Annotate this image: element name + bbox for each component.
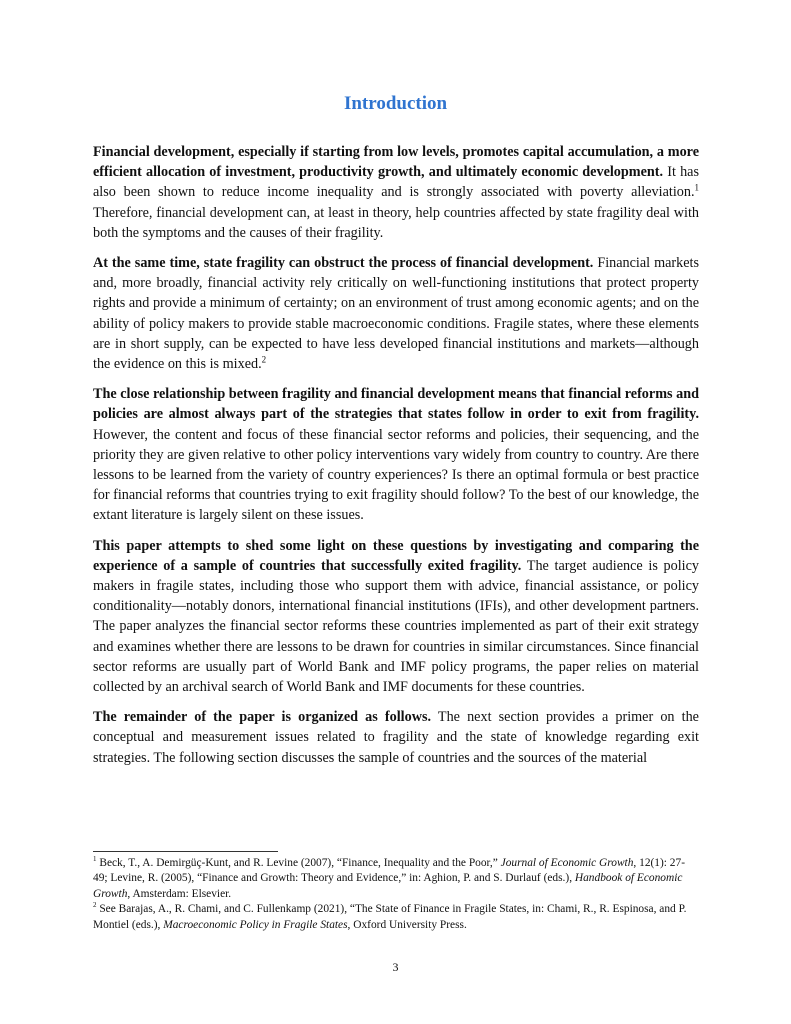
paragraph-lead: At the same time, state fragility can obstruct the process of financial development. [93,255,594,272]
footnote-text: , 12(1): 27-49; Levine, R. (2005), “Finance and Growth: Theory and Evidence,” in: Aghion, P. and S. Durlauf (eds.), [93,857,685,885]
footnote-text: , Amsterdam: Elsevier. [127,887,232,900]
footnote-journal: Journal of Economic Growth [500,857,634,869]
paragraph-text: Therefore, financial development can, at least in theory, help countries affected by state fragility deal with both the symptoms and the causes of their fragility. [93,204,699,241]
footnote-book: Macroeconomic Policy in Fragile States [163,918,348,931]
footnote-text: Beck, T., A. Demirgüç-Kunt, and R. Levine (2007), “Finance, Inequality and the Poor,” [96,857,501,869]
body-text [93,142,699,778]
footnote-text: See Barajas, A., R. Chami, and C. Fullenkamp (2021), “The State of Finance in Fragile States, in: Chami, R., R. Espinosa, and P. Montiel (eds.), [93,903,687,931]
paragraph-3 [93,384,699,525]
footnote-1 [93,856,699,902]
paragraph-text: The next section provides a primer on the conceptual and measurement issues related to fragility and the state of knowledge regarding exit strategies. The following section discusses the sample of countries and the sources of the material [93,709,699,766]
paragraph-2 [93,253,699,374]
footnotes [93,856,699,933]
paragraph-lead: The close relationship between fragility and financial development means that financial reforms and policies are almost always part of the strategies that states follow in order to exit from fragility. [93,386,699,423]
section-title: Introduction [343,93,448,114]
paragraph-1 [93,142,699,243]
page-number: 3 [392,960,399,974]
footnote-ref[interactable]: 2 [261,354,267,365]
paragraph-lead: The remainder of the paper is organized as follows. [93,709,432,726]
paragraph-lead: Financial development, especially if starting from low levels, promotes capital accumulation, a more efficient allocation of investment, productivity growth, and ultimately economic development. [93,144,699,181]
paragraph-text: The target audience is policy makers in fragile states, including those who support them with advice, financial assistance, or policy conditionality—notably donors, international financial institutions (IFIs), and other development partners. The paper analyzes the financial sector reforms these countries implemented as part of their exit strategy and examines whether there are lessons to be drawn for countries in similar circumstances. Since financial sector reforms are usually part of World Bank and IMF policy programs, the paper relies on material collected by an archival search of World Bank and IMF documents for these countries. [93,557,699,696]
paragraph-text: It has also been shown to reduce income inequality and is strongly associated with poverty alleviation. [93,164,699,201]
footnote-number: 2 [93,901,97,910]
paragraph-5 [93,707,699,768]
footnote-2 [93,902,699,933]
footnote-number: 1 [93,855,97,864]
paragraph-4 [93,536,699,698]
footnote-divider [93,851,278,852]
footnote-text: , Oxford University Press. [347,918,467,931]
footnote-book: Handbook of Economic Growth [93,872,683,900]
paragraph-text: However, the content and focus of these financial sector reforms and policies, their sequencing, and the priority they are given relative to other policy interventions vary widely from country to country. Are there lessons to be learned from the variety of country experiences? Is there an optimal formula or best practice for financial reforms that countries trying to exit fragility should follow? To the best of our knowledge, the extant literature is largely silent on these issues. [93,426,699,524]
footnote-ref[interactable]: 1 [694,182,699,193]
paragraph-lead: This paper attempts to shed some light on these questions by investigating and comparing the experience of a sample of countries that successfully exited fragility. [93,537,699,574]
paragraph-text: Financial markets and, more broadly, financial activity rely critically on well-functioning institutions that protect property rights and provide a minimum of certainty; on an environment of trust among economic agents; and on the ability of policy makers to provide stable macroeconomic conditions. Fragile states, where these elements are in short supply, can be expected to have less developed financial institutions and markets—although the evidence on this is mixed. [93,255,699,373]
